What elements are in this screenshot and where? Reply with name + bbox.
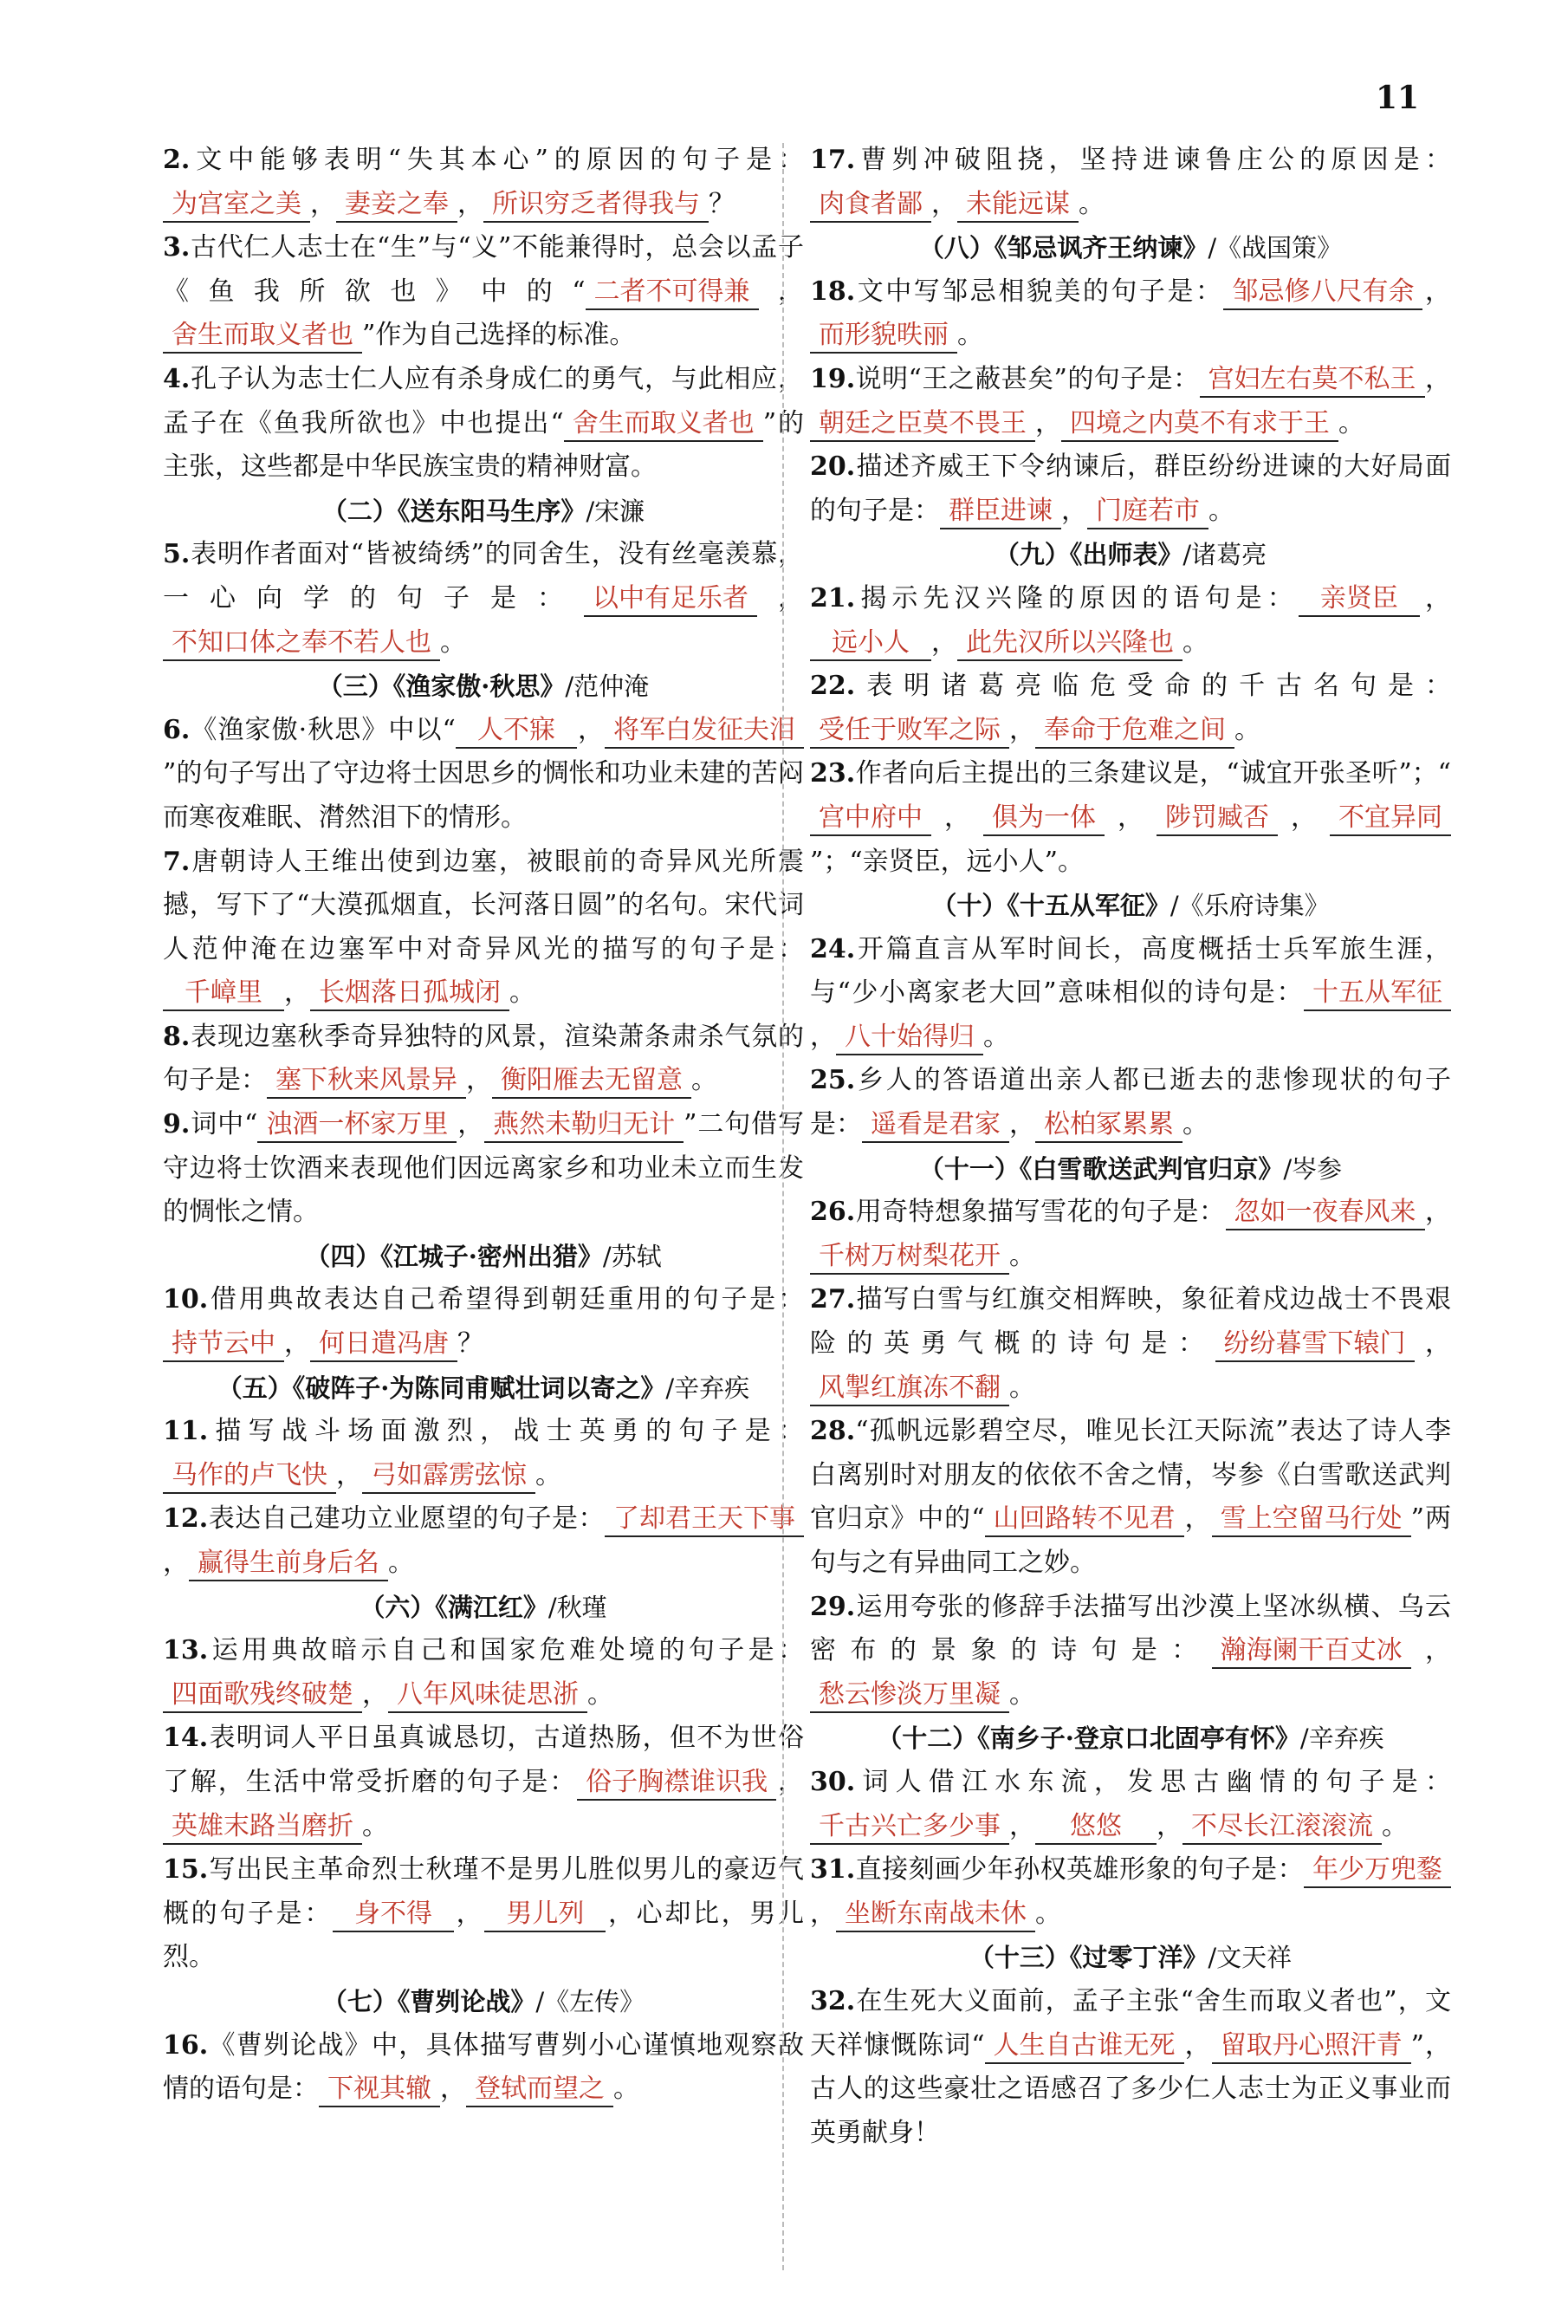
question-text: 表明作者面对“皆被绮绣”的同舍生，没有丝毫羡慕，一心向学的句子是： xyxy=(163,539,804,613)
question-number: 3. xyxy=(163,232,191,263)
section-title: （十三）《过零丁洋》 xyxy=(969,1943,1208,1973)
question-item xyxy=(163,2024,804,2112)
answer-blank[interactable]: 英雄末路当磨折 xyxy=(163,1809,362,1845)
question-item xyxy=(163,1848,804,1980)
question-number: 20. xyxy=(810,451,856,483)
answer-blank[interactable]: 二者不可得兼 xyxy=(586,275,759,310)
section-heading xyxy=(163,490,804,534)
section-heading xyxy=(163,1366,804,1411)
question-item xyxy=(810,358,1451,445)
section-title: （二）《送东阳马生序》 xyxy=(321,496,586,526)
question-text: 文中能够表明“失其本心”的原因的句子是： xyxy=(190,145,804,175)
section-heading xyxy=(810,1717,1451,1761)
question-number: 6. xyxy=(163,714,191,745)
section-title: （六）《满江红》 xyxy=(360,1592,548,1622)
answer-blank[interactable]: 此先汉所以兴隆也 xyxy=(957,626,1182,661)
question-tail: 。 xyxy=(957,320,983,351)
answer-blank[interactable]: 不宜异同 xyxy=(1330,801,1451,836)
column-divider xyxy=(782,143,784,2270)
question-item xyxy=(810,928,1451,1060)
question-item xyxy=(163,841,804,1016)
answer-blank[interactable]: 亲贤臣 xyxy=(1299,581,1420,617)
question-text: 运用典故暗示自己和国家危难处境的句子是： xyxy=(208,1635,804,1666)
answer-blank[interactable]: 门庭若市 xyxy=(1087,494,1208,529)
question-number: 29. xyxy=(810,1591,856,1622)
question-item xyxy=(810,445,1451,533)
question-text: 古代仁人志士在“生”与“义”不能兼得时，总会以孟子《鱼我所欲也》中的“ xyxy=(163,232,804,307)
question-item xyxy=(163,1410,804,1497)
question-text: 唐朝诗人王维出使到边塞，被眼前的奇异风光所震撼，写下了“大漠孤烟直，长河落日圆”的名句。宋代词人范仲淹在边塞军中对奇异风光的描写的句子是： xyxy=(163,846,804,964)
question-text: 表明词人平日虽真诚恳切，古道热肠，但不为世俗了解，生活中常受折磨的句子是： xyxy=(163,1723,804,1797)
section-title: （九）《出师表》 xyxy=(994,540,1183,570)
question-item xyxy=(163,226,804,358)
answer-blank[interactable]: 下视其辙 xyxy=(319,2072,440,2107)
question-tail: 。 xyxy=(1382,1810,1408,1841)
question-number: 4. xyxy=(163,363,191,394)
answer-separator: ， xyxy=(1035,407,1061,438)
question-number: 12. xyxy=(163,1503,209,1535)
answer-blank[interactable]: 遥看是君家 xyxy=(862,1107,1009,1143)
answer-blank[interactable]: 松柏冢累累 xyxy=(1035,1107,1182,1143)
answer-blank[interactable]: 不尽长江滚滚流 xyxy=(1182,1809,1382,1845)
question-text: 描述齐威王下令纳谏后，群臣纷纷进谏的大好局面的句子是： xyxy=(810,451,1451,526)
answer-separator: ， xyxy=(310,188,336,219)
answer-separator: ， xyxy=(1183,2029,1212,2061)
section-author: /诸葛亮 xyxy=(1182,540,1267,570)
question-item xyxy=(163,533,804,665)
question-item xyxy=(163,1103,804,1235)
question-item xyxy=(163,358,804,490)
section-heading xyxy=(163,1586,804,1630)
page-number: 11 xyxy=(1376,80,1420,116)
question-text: 借用典故表达自己希望得到朝廷重用的句子是： xyxy=(208,1284,804,1315)
answer-blank[interactable]: 俗子胸襟谁识我 xyxy=(577,1765,776,1801)
question-text: 描写白雪与红旗交相辉映，象征着戍边战士不畏艰险的英勇气概的诗句是： xyxy=(810,1284,1451,1360)
question-text: 运用夸张的修辞手法描写出沙漠上坚冰纵横、乌云密布的景象的诗句是： xyxy=(810,1591,1451,1666)
answer-blank[interactable]: 舍生而取义者也 xyxy=(163,318,362,354)
question-tail: ”的句子写出了守边将士因思乡的惆怅和功业未建的苦闷而寒夜难眠、潸然泪下的情形。 xyxy=(163,758,804,833)
answer-blank[interactable]: 何日遣冯唐 xyxy=(310,1327,457,1362)
answer-separator: ， xyxy=(1061,495,1087,526)
answer-separator: ， xyxy=(931,626,957,658)
question-tail: 。 xyxy=(1009,1678,1035,1710)
question-tail: ？ xyxy=(457,1328,483,1360)
question-tail: 。 xyxy=(1182,626,1208,658)
answer-separator: ， xyxy=(1183,1503,1212,1535)
answer-blank[interactable]: 马作的卢飞快 xyxy=(163,1458,336,1494)
question-tail: 。 xyxy=(1234,714,1260,745)
answer-blank[interactable]: 远小人 xyxy=(810,626,931,661)
question-tail: 。 xyxy=(535,1459,561,1490)
question-tail: 。 xyxy=(1208,495,1234,526)
question-tail: 。 xyxy=(1182,1109,1208,1140)
question-number: 11. xyxy=(163,1416,209,1447)
answer-separator: ， xyxy=(758,276,804,307)
section-heading xyxy=(163,665,804,709)
question-tail: ”二句借写守边将士饮酒来表现他们因远离家乡和功业未立而生发的惆怅之情。 xyxy=(163,1109,804,1228)
answer-blank[interactable]: 八十始得归 xyxy=(836,1020,983,1055)
answer-blank[interactable]: 塞下秋来风景异 xyxy=(267,1063,466,1099)
answer-blank[interactable]: 而形貌昳丽 xyxy=(810,318,957,354)
question-number: 19. xyxy=(810,363,856,394)
question-number: 13. xyxy=(163,1635,209,1666)
question-text: 词人借江水东流，发思古幽情的句子是： xyxy=(855,1766,1451,1797)
question-item xyxy=(810,139,1451,226)
answer-blank[interactable]: 八年风味徒思浙 xyxy=(388,1678,587,1713)
question-text: “孤帆远影碧空尽，唯见长江天际流”表达了诗人李白离别时对朋友的依依不舍之情，岑参《白雪歌送武判官归京》中的“ xyxy=(810,1416,1451,1535)
answer-blank[interactable]: 宫中府中 xyxy=(810,801,931,836)
section-heading xyxy=(810,1936,1451,1980)
question-item xyxy=(810,1410,1451,1585)
question-text: 表现边塞秋季奇异独特的风景，渲染萧条肃杀气氛的句子是： xyxy=(163,1021,804,1096)
answer-blank[interactable]: 奉命于危难之间 xyxy=(1035,713,1234,749)
section-heading xyxy=(810,533,1451,577)
question-tail: 。 xyxy=(509,977,535,1009)
answer-separator: ， xyxy=(336,1459,362,1490)
question-text: 曹刿冲破阻挠，坚持进谏鲁庄公的原因是： xyxy=(855,145,1451,175)
question-tail: 。 xyxy=(1079,188,1105,219)
question-number: 28. xyxy=(810,1416,856,1447)
answer-blank[interactable]: 年少万兜鍪 xyxy=(1304,1853,1451,1888)
answer-blank[interactable]: 俱为一体 xyxy=(983,801,1105,836)
question-text: 表达自己建功立业愿望的句子是： xyxy=(208,1503,605,1535)
section-title: （十二）《南乡子·登京口北固亭有怀》 xyxy=(877,1724,1300,1754)
section-heading xyxy=(810,226,1451,270)
question-text: 孔子认为志士仁人应有杀身成仁的勇气，与此相应，孟子在《鱼我所欲也》中也提出“ xyxy=(163,363,804,438)
question-text: 写出民主革命烈士秋瑾不是男儿胜似男儿的豪迈气概的句子是： xyxy=(163,1854,804,1929)
answer-blank[interactable]: 风掣红旗冻不翻 xyxy=(810,1371,1009,1406)
answer-blank[interactable]: 身不得 xyxy=(333,1897,454,1932)
answer-separator: ， xyxy=(454,1898,485,1929)
answer-separator: ， xyxy=(466,1065,492,1096)
answer-separator: ， xyxy=(1414,1328,1451,1360)
question-number: 10. xyxy=(163,1284,209,1315)
question-item xyxy=(810,665,1451,752)
answer-separator: ， xyxy=(1424,363,1451,394)
answer-separator: ， xyxy=(757,582,804,613)
answer-blank[interactable]: 邹忌修八尺有余 xyxy=(1223,275,1422,310)
question-number: 7. xyxy=(163,846,191,877)
answer-blank[interactable]: 受任于败军之际 xyxy=(810,713,1009,749)
question-item xyxy=(810,1586,1451,1717)
question-number: 24. xyxy=(810,933,856,964)
section-author: /秋瑾 xyxy=(548,1592,607,1622)
answer-blank[interactable]: 山回路转不见君 xyxy=(985,1502,1184,1537)
answer-blank[interactable]: 将军白发征夫泪 xyxy=(605,713,804,749)
answer-separator: ， xyxy=(284,1328,310,1360)
question-number: 32. xyxy=(810,1985,856,2016)
answer-blank[interactable]: 不知口体之奉不若人也 xyxy=(163,626,440,661)
answer-blank[interactable]: 舍生而取义者也 xyxy=(564,406,763,442)
answer-separator: ， xyxy=(1424,1197,1452,1228)
answer-blank[interactable]: 衡阳雁去无留意 xyxy=(492,1063,691,1099)
question-number: 27. xyxy=(810,1284,856,1315)
answer-separator: ， xyxy=(1419,582,1452,613)
answer-blank[interactable]: 宫妇左右莫不私王 xyxy=(1200,362,1425,398)
answer-separator: ， xyxy=(362,1678,388,1710)
question-number: 25. xyxy=(810,1065,856,1096)
question-tail: 。 xyxy=(388,1548,414,1578)
question-tail: 。 xyxy=(1009,1240,1035,1271)
section-author: /《战国策》 xyxy=(1208,233,1343,263)
question-text: 文中写邹忌相貌美的句子是： xyxy=(855,276,1224,307)
question-number: 15. xyxy=(163,1854,209,1886)
question-number: 31. xyxy=(810,1854,856,1886)
answer-separator: ， xyxy=(284,977,310,1009)
answer-separator: ， xyxy=(810,1021,836,1052)
answer-blank[interactable]: 妻妾之奉 xyxy=(336,187,457,223)
answer-blank[interactable]: 悠悠 xyxy=(1035,1809,1157,1845)
answer-blank[interactable]: 燕然未勒归无计 xyxy=(484,1107,684,1143)
question-item xyxy=(810,1191,1451,1278)
section-title: （三）《渔家傲·秋思》 xyxy=(317,672,566,702)
question-text: 直接刻画少年孙权英雄形象的句子是： xyxy=(855,1854,1304,1886)
question-number: 30. xyxy=(810,1766,856,1797)
question-number: 21. xyxy=(810,582,856,613)
answer-blank[interactable]: 为宫室之美 xyxy=(163,187,310,223)
section-title: （七）《曹刿论战》 xyxy=(321,1986,536,2016)
section-heading xyxy=(163,1235,804,1279)
answer-separator: ， xyxy=(776,1766,804,1797)
question-tail: 。 xyxy=(587,1678,613,1710)
question-number: 14. xyxy=(163,1723,209,1754)
answer-blank[interactable]: 四面歌残终破楚 xyxy=(163,1678,362,1713)
question-text: 乡人的答语道出亲人都已逝去的悲惨现状的句子是： xyxy=(810,1065,1451,1140)
answer-blank[interactable]: 坐断东南战未休 xyxy=(836,1897,1035,1932)
question-text: 作者向后主提出的三条建议是，“诚宜开张圣听”；“ xyxy=(855,758,1451,789)
answer-blank[interactable]: 陟罚臧否 xyxy=(1157,801,1278,836)
answer-blank[interactable]: 千树万树梨花开 xyxy=(810,1239,1009,1275)
section-heading xyxy=(163,1980,804,2024)
question-item xyxy=(810,577,1451,665)
answer-blank[interactable]: 以中有足乐者 xyxy=(584,581,757,617)
section-author: /苏轼 xyxy=(602,1241,662,1271)
section-heading xyxy=(810,884,1451,928)
question-item xyxy=(810,1848,1451,1936)
question-item xyxy=(163,1717,804,1848)
answer-blank[interactable]: 肉食者鄙 xyxy=(810,187,931,223)
answer-separator: ， xyxy=(457,188,483,219)
question-tail: ？ xyxy=(709,188,735,219)
question-number: 18. xyxy=(810,276,856,307)
answer-separator: ， xyxy=(810,1898,836,1929)
section-title: （四）《江城子·密州出猎》 xyxy=(305,1241,603,1271)
answer-blank[interactable]: 长烟落日孤城闭 xyxy=(310,976,509,1011)
section-title: （十一）《白雪歌送武判官归京》 xyxy=(918,1153,1284,1184)
answer-blank[interactable]: 雪上空留马行处 xyxy=(1212,1502,1411,1537)
answer-blank[interactable]: 留取丹心照汗青 xyxy=(1212,2029,1411,2064)
answer-blank[interactable]: 登轼而望之 xyxy=(466,2072,613,2107)
answer-separator: ， xyxy=(457,1109,485,1140)
section-heading xyxy=(810,1147,1451,1191)
question-item xyxy=(163,1629,804,1717)
question-tail: ”，古人的这些豪壮之语感召了多少仁人志士为正义事业而英勇献身！ xyxy=(810,2029,1451,2148)
answer-separator: ， xyxy=(1157,1810,1182,1841)
question-item xyxy=(163,139,804,226)
answer-blank[interactable]: 纷纷暮雪下辕门 xyxy=(1215,1327,1415,1362)
question-tail: ”作为自己选择的标准。 xyxy=(362,320,636,351)
answer-blank[interactable]: 赢得生前身后名 xyxy=(189,1546,388,1581)
question-number: 17. xyxy=(810,145,856,175)
section-author: /文天祥 xyxy=(1208,1943,1293,1973)
question-item xyxy=(810,1761,1451,1848)
answer-blank[interactable]: 瀚海阑干百丈冰 xyxy=(1212,1633,1411,1669)
answer-blank[interactable]: 了却君王天下事 xyxy=(605,1502,804,1537)
question-number: 22. xyxy=(810,671,856,702)
answer-blank[interactable]: 未能远谋 xyxy=(957,187,1079,223)
question-tail: 。 xyxy=(1035,1898,1061,1929)
question-number: 26. xyxy=(810,1197,856,1228)
answer-blank[interactable]: 弓如霹雳弦惊 xyxy=(362,1458,535,1494)
answer-separator: ， xyxy=(1278,802,1330,833)
answer-separator: ， xyxy=(1009,714,1035,745)
question-number: 23. xyxy=(810,758,856,789)
answer-separator: ， xyxy=(931,188,957,219)
answer-blank[interactable]: 群臣进谏 xyxy=(940,494,1061,529)
answer-blank[interactable]: 千嶂里 xyxy=(163,976,284,1011)
question-tail: 。 xyxy=(362,1810,388,1841)
question-tail: 。 xyxy=(1338,407,1364,438)
section-title: （五）《破阵子·为陈同甫赋壮词以寄之》 xyxy=(217,1373,666,1403)
question-item xyxy=(163,709,804,841)
question-tail: ，心却比，男儿烈。 xyxy=(163,1898,805,1973)
question-tail: 。 xyxy=(613,2074,639,2105)
question-tail: 。 xyxy=(440,626,466,658)
question-item xyxy=(810,1059,1451,1146)
section-title: （八）《邹忌讽齐王纳谏》 xyxy=(918,233,1208,263)
section-author: /范仲淹 xyxy=(565,672,650,702)
question-tail: 。 xyxy=(1009,1372,1035,1403)
answer-blank[interactable]: 十五从军征 xyxy=(1304,976,1451,1011)
answer-separator: ， xyxy=(440,2074,466,2105)
answer-blank[interactable]: 持节云中 xyxy=(163,1327,284,1362)
section-author: /辛弃疾 xyxy=(1299,1724,1384,1754)
question-item xyxy=(810,1278,1451,1410)
question-tail: ”；“亲贤臣，远小人”。 xyxy=(810,846,1085,877)
answer-blank[interactable]: 人生自古谁无死 xyxy=(985,2029,1184,2064)
answer-blank[interactable]: 男儿列 xyxy=(484,1897,606,1932)
answer-blank[interactable]: 朝廷之臣莫不畏王 xyxy=(810,406,1035,442)
question-item xyxy=(163,1278,804,1366)
question-text: 开篇直言从军时间长，高度概括士兵军旅生涯，与“少小离家老大回”意味相似的诗句是： xyxy=(810,933,1451,1009)
question-text: 揭示先汉兴隆的原因的语句是： xyxy=(855,582,1299,613)
question-item xyxy=(810,270,1451,358)
question-item xyxy=(163,1016,804,1103)
answer-separator: ， xyxy=(1410,1635,1452,1666)
section-author: /《乐府诗集》 xyxy=(1170,891,1330,921)
answer-blank[interactable]: 忽如一夜春风来 xyxy=(1226,1195,1425,1230)
question-text: 用奇特想象描写雪花的句子是： xyxy=(855,1197,1226,1228)
answer-separator: ， xyxy=(931,802,983,833)
question-tail: 。 xyxy=(691,1065,717,1096)
answer-separator: ， xyxy=(1009,1810,1035,1841)
question-text: 描写战斗场面激烈，战士英勇的句子是： xyxy=(208,1416,804,1447)
answer-separator: ， xyxy=(1105,802,1157,833)
question-text: 《曹刿论战》中，具体描写曹刿小心谨慎地观察敌情的语句是： xyxy=(163,2029,804,2105)
question-tail: ”两句与之有异曲同工之妙。 xyxy=(810,1503,1451,1578)
answer-blank[interactable]: 所识穷乏者得我与 xyxy=(483,187,709,223)
question-tail: 。 xyxy=(983,1021,1009,1052)
section-author: /宋濂 xyxy=(586,496,645,526)
question-text: 词中“ xyxy=(190,1109,258,1140)
left-column xyxy=(163,139,804,2112)
question-text: 表明诸葛亮临危受命的千古名句是： xyxy=(855,671,1451,702)
answer-separator: ， xyxy=(1009,1109,1035,1140)
right-column xyxy=(810,139,1451,2155)
section-author: /岑参 xyxy=(1283,1153,1343,1184)
question-item xyxy=(810,1980,1451,2155)
answer-separator: ， xyxy=(163,1548,189,1578)
question-text: 说明“王之蔽甚矣”的句子是： xyxy=(855,363,1200,394)
answer-blank[interactable]: 愁云惨淡万里凝 xyxy=(810,1678,1009,1713)
answer-separator: ， xyxy=(1422,276,1452,307)
question-item xyxy=(163,1497,804,1585)
question-number: 9. xyxy=(163,1109,191,1140)
section-title: （十）《十五从军征》 xyxy=(931,891,1170,921)
question-number: 16. xyxy=(163,2029,209,2061)
answer-separator: ， xyxy=(576,714,606,745)
answer-blank[interactable]: 浊酒一杯家万里 xyxy=(257,1107,457,1143)
answer-blank[interactable]: 四境之内莫不有求于王 xyxy=(1061,406,1338,442)
section-author: /辛弃疾 xyxy=(665,1373,750,1403)
answer-blank[interactable]: 千古兴亡多少事 xyxy=(810,1809,1009,1845)
question-text: 《渔家傲·秋思》中以“ xyxy=(190,714,456,745)
question-number: 8. xyxy=(163,1021,191,1052)
question-number: 5. xyxy=(163,539,191,570)
question-number: 2. xyxy=(163,145,191,175)
answer-blank[interactable]: 人不寐 xyxy=(456,713,577,749)
section-author: /《左传》 xyxy=(535,1986,645,2016)
question-tail: ”的主张，这些都是中华民族宝贵的精神财富。 xyxy=(163,407,804,483)
question-text: 在生死大义面前，孟子主张“舍生而取义者也”，文天祥慷慨陈词“ xyxy=(810,1985,1451,2061)
question-item xyxy=(810,752,1451,884)
